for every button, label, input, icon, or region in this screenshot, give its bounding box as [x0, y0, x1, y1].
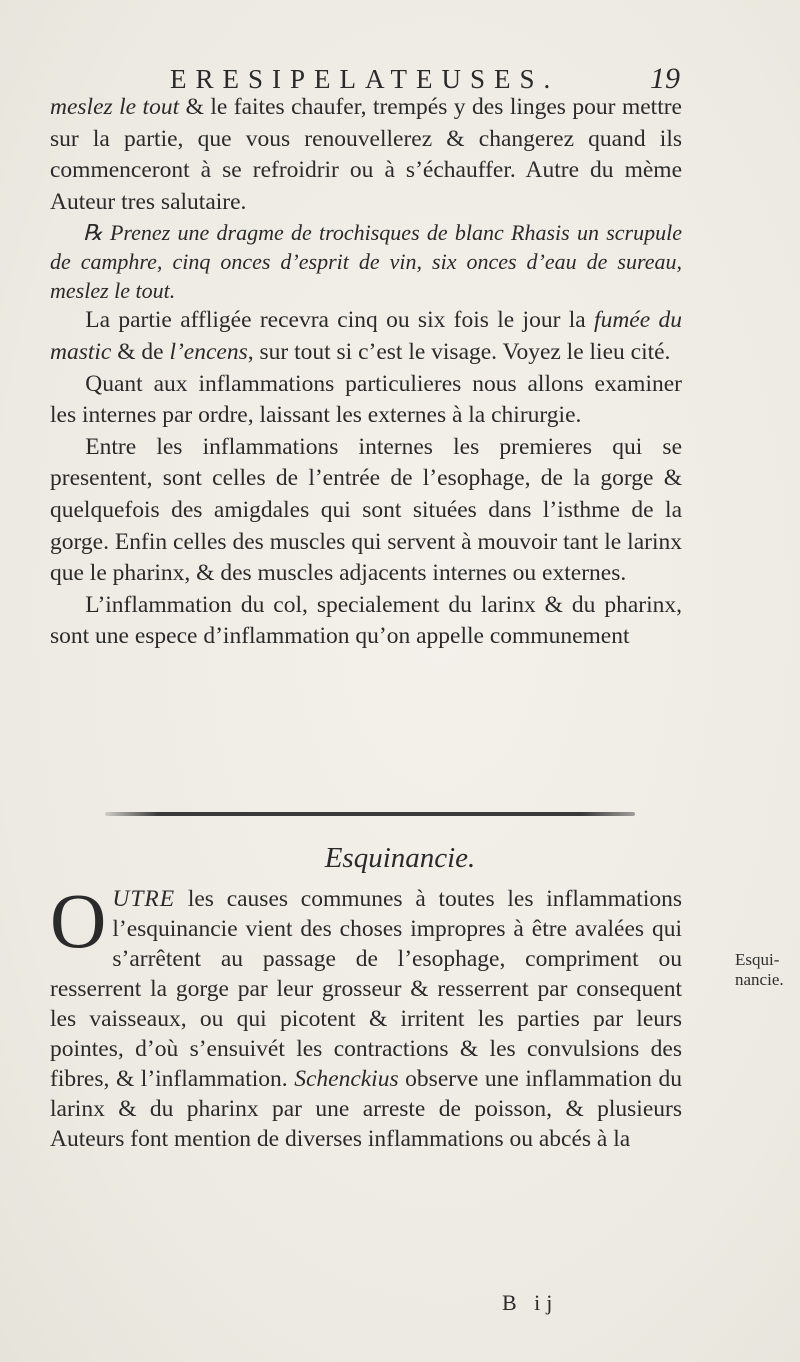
section-title: Esquinancie.: [324, 842, 476, 874]
paragraph-2-text-a: La partie affligée recevra cinq ou six fois le jour la: [85, 307, 595, 334]
running-title: ERESIPELATEUSES.: [170, 64, 560, 94]
signature-mark: B ij: [502, 1290, 559, 1315]
page-number: 19: [650, 62, 680, 95]
paragraph-1: [50, 92, 682, 218]
paragraph-2-italic-mastic: fumée du mastic: [50, 307, 682, 365]
paragraph-1-text: & le faites chaufer, trempés y des linges pour mettre sur la partie, que vous renouvellerez & changerez quand ils commenceront à se refroidrir ou à s’échauffer. Autre du mème Auteur tres salutaire.: [50, 94, 682, 215]
paragraph-2-text-b: & de: [111, 338, 170, 365]
paragraph-5: L’inflammation du col, specialement du larinx & du pharinx, sont une espece d’inflammation qu’on appelle communement: [50, 591, 682, 650]
drop-cap: O: [50, 877, 107, 964]
section-text-a: les causes communes à toutes les inflammations l’esquinancie vient des choses impropres à être avalées qui s’arrêtent au passage de l’esophage, compriment ou resserrent la gorge par leur grosseur & resserrent par consequent les vaisseaux, ou qui picotent & irritent les parties par leurs pointes, d’où s’ensuivét les contractions & les convulsions des fibres, & l’inflammation.: [50, 886, 682, 1092]
section-first-word: UTRE: [112, 886, 176, 912]
paragraph-2-italic-encens: l’encens: [169, 338, 248, 365]
paragraph-2: [50, 305, 682, 368]
paragraph-1-italic: meslez le tout: [50, 94, 180, 120]
recipe-paragraph: ℞ Prenez une dragme de trochisques de blanc Rhasis un scrupule de camphre, cinq onces d’esprit de vin, six onces d’eau de sureau, meslez le tout.: [50, 220, 682, 304]
margin-note: Esqui- nancie.: [735, 950, 784, 989]
section-text-b: observe une inflammation du larinx & du pharinx par une arreste de poisson, & plusieurs Auteurs font mention de diverses inflammations ou abcés à la: [50, 1066, 682, 1152]
section-body: [50, 877, 682, 1154]
paragraph-3: Quant aux inflammations particulieres nous allons examiner les internes par ordre, laissant les externes à la chirurgie.: [50, 370, 682, 429]
paragraph-2-text-c: , sur tout si c’est le visage. Voyez le lieu cité.: [247, 338, 671, 365]
paragraph-4: Entre les inflammations internes les premieres qui se presentent, sont celles de l’entrée de l’esophage, de la gorge & quelquefois des amigdales qui sont situées dans l’isthme de la gorge. Enfin celles des muscles qui servent à mouvoir tant le larinx que le pharinx, & des muscles adjacents internes ou externes.: [50, 433, 682, 587]
section-divider: [105, 812, 635, 816]
author-name: Schenckius: [294, 1066, 399, 1092]
main-text: [50, 92, 682, 653]
